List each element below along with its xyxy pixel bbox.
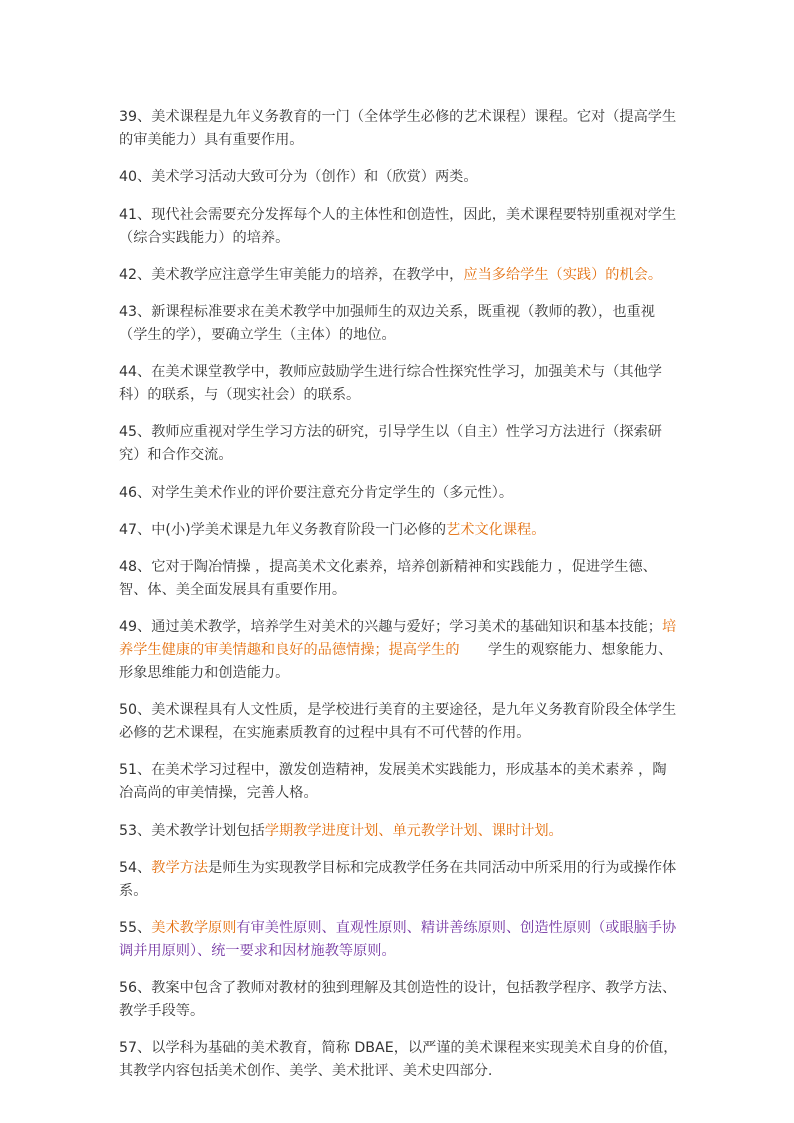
list-item: 55、美术教学原则有审美性原则、直观性原则、精讲善练原则、创造性原则（或眼脑手协调并用原则）、统一要求和因材施教等原则。 <box>119 920 677 959</box>
list-item: 39、美术课程是九年义务教育的一门（全体学生必修的艺术课程）课程。它对（提高学生的审美能力）具有重要作用。 <box>119 109 677 149</box>
highlight-text: 学期教学进度计划、单元教学计划、课时计划。 <box>264 822 563 839</box>
list-item: 49、通过美术教学，培养学生对美术的兴趣与爱好；学习美术的基础知识和基本技能；培养学生健康的审美情趣和良好的品德情操；提高学生的 学生的观察能力、想象能力、形象思维能力和创造能力。 <box>119 619 677 682</box>
list-item: 42、美术教学应注意学生审美能力的培养，在教学中，应当多给学生（实践）的机会。 <box>119 266 663 283</box>
highlight-text: 教学方法 <box>151 859 209 876</box>
list-item: 50、美术课程具有人文性质，是学校进行美育的主要途径，是九年义务教育阶段全体学生必修的艺术课程，在实施素质教育的过程中具有不可代替的作用。 <box>119 702 677 742</box>
highlight-text-purple: 有审美性原则、直观性原则、精讲善练原则、创造性原则（或眼脑手协调并用原则）、统一要求和因材施教等原则。 <box>119 920 677 959</box>
list-item: 41、现代社会需要充分发挥每个人的主体性和创造性，因此，美术课程要特别重视对学生（综合实践能力）的培养。 <box>119 206 677 246</box>
highlight-text: 培养学生健康的审美情趣和良好的品德情操；提高学生的 <box>119 619 677 659</box>
list-item: 46、对学生美术作业的评价要注意充分肯定学生的（多元性）。 <box>119 484 514 501</box>
list-item: 53、美术教学计划包括学期教学进度计划、单元教学计划、课时计划。 <box>119 822 563 839</box>
notes-list <box>119 92 679 1093</box>
highlight-text: 艺术文化课程。 <box>446 521 546 538</box>
list-item: 44、在美术课堂教学中，教师应鼓励学生进行综合性探究性学习，加强美术与（其他学科）的联系，与（现实社会）的联系。 <box>119 364 662 404</box>
list-item: 40、美术学习活动大致可分为（创作）和（欣赏）两类。 <box>119 169 478 186</box>
list-item: 54、教学方法是师生为实现教学目标和完成教学任务在共同活动中所采用的行为或操作体系。 <box>119 859 677 899</box>
highlight-text: 应当多给学生（实践）的机会。 <box>463 266 663 283</box>
list-item: 56、教案中包含了教师对教材的独到理解及其创造性的设计，包括教学程序、教学方法、教学手段等。 <box>119 980 677 1020</box>
list-item: 57、以学科为基础的美术教育，简称 DBAE，以严谨的美术课程来实现美术自身的价值，其教学内容包括美术创作、美学、美术批评、美术史四部分. <box>119 1040 678 1080</box>
list-item: 51、在美术学习过程中，激发创造精神，发展美术实践能力，形成基本的美术素养 ，陶冶高尚的审美情操，完善人格。 <box>119 762 667 802</box>
list-item: 45、教师应重视对学生学习方法的研究，引导学生以（自主）性学习方法进行（探索研究）和合作交流。 <box>119 424 662 464</box>
list-item: 48、它对于陶冶情操 ，提高美术文化素养，培养创新精神和实践能力 ，促进学生德、智、体、美全面发展具有重要作用。 <box>119 558 657 598</box>
list-item: 47、中(小)学美术课是九年义务教育阶段一门必修的艺术文化课程。 <box>119 521 546 538</box>
highlight-text: 美术教学原则 <box>151 920 237 936</box>
list-item: 43、新课程标准要求在美术教学中加强师生的双边关系，既重视（教师的教），也重视（学生的学），要确立学生（主体）的地位。 <box>119 303 655 343</box>
